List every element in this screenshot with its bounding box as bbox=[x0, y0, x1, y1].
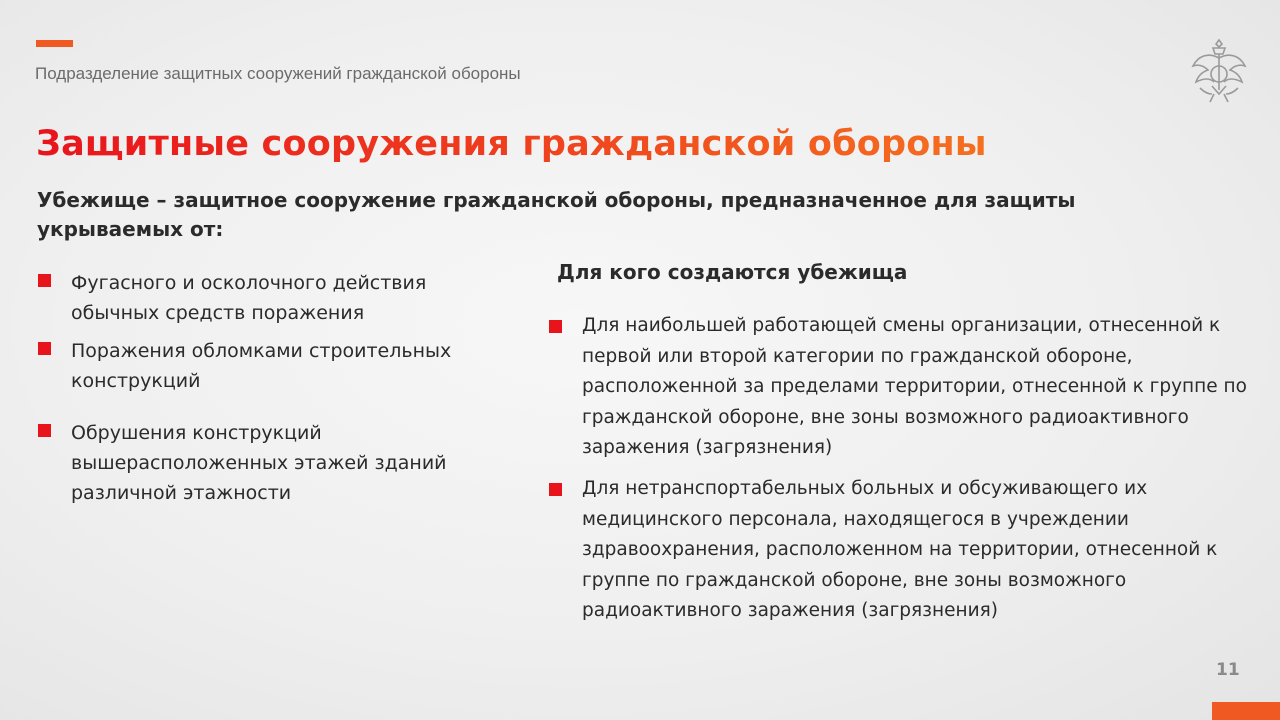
bullet-square-icon bbox=[38, 424, 51, 437]
list-item: Фугасного и осколочного действия обычных средств поражения bbox=[38, 268, 518, 328]
bullet-square-icon bbox=[38, 274, 51, 287]
list-item: Для нетранспортабельных больных и обсуживающего их медицинского персонала, находящегося в учреждении здравоохранения, расположенном на территории, отнесенной к группе по гражданской обороне, вне зоны возможного радиоактивного заражения (загрязнения) bbox=[549, 474, 1249, 627]
corner-accent bbox=[1212, 702, 1280, 720]
emblem-icon bbox=[1190, 36, 1248, 106]
bullet-square-icon bbox=[38, 342, 51, 355]
bullet-square-icon bbox=[549, 483, 562, 496]
slide-title: Защитные сооружения гражданской обороны bbox=[36, 124, 987, 164]
list-item: Обрушения конструкций вышерасположенных этажей зданий различной этажности bbox=[38, 418, 518, 508]
list-item: Для наибольшей работающей смены организации, отнесенной к первой или второй категории по гражданской обороне, расположенной за пределами территории, отнесенной к группе по гражданской обороне, вне зоны возможного радиоактивного заражения (загрязнения) bbox=[549, 311, 1249, 464]
shelter-purpose-list bbox=[549, 311, 1249, 627]
section-heading: Для кого создаются убежища bbox=[557, 260, 908, 284]
header-subtitle: Подразделение защитных сооружений гражданской обороны bbox=[35, 64, 521, 83]
bullet-square-icon bbox=[549, 320, 562, 333]
list-item: Поражения обломками строительных конструкций bbox=[38, 336, 518, 396]
accent-bar bbox=[36, 40, 73, 47]
protection-list bbox=[38, 268, 518, 508]
intro-text: Убежище – защитное сооружение гражданской обороны, предназначенное для защиты укрываемых от: bbox=[37, 188, 1076, 241]
page-number: 11 bbox=[1216, 660, 1240, 680]
